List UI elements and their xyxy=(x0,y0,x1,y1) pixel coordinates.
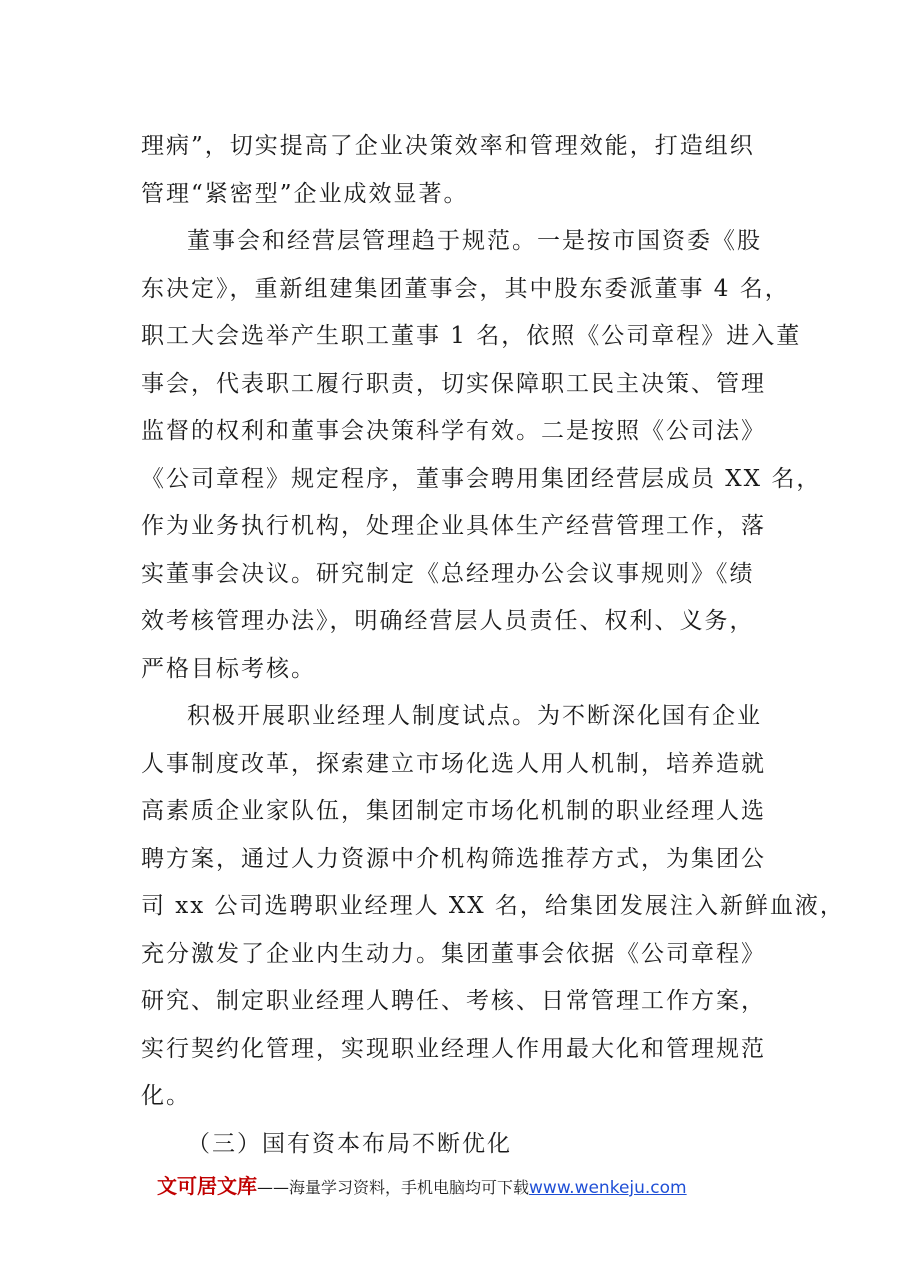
text-line: 实董事会决议。研究制定《总经理办公会议事规则》《绩 xyxy=(141,560,755,587)
text-line: 研究、制定职业经理人聘任、考核、日常管理工作方案， xyxy=(141,988,766,1014)
footer-brand: 文可居文库 xyxy=(157,1174,257,1198)
text-line: 人事制度改革，探索建立市场化选人用人机制，培养造就 xyxy=(141,750,766,777)
text-line: 管理“紧密型”企业成效显著。 xyxy=(141,180,469,207)
text-line: 积极开展职业经理人制度试点。为不断深化国有企业 xyxy=(187,703,762,729)
text-line: 严格目标考核。 xyxy=(141,655,316,682)
text-line: 实行契约化管理，实现职业经理人作用最大化和管理规范 xyxy=(141,1035,766,1062)
text-line: 聘方案，通过人力资源中介机构筛选推荐方式，为集团公 xyxy=(141,845,766,872)
text-line: 事会，代表职工履行职责，切实保障职工民主决策、管理 xyxy=(141,370,766,397)
text-line: 司 xx 公司选聘职业经理人 XX 名，给集团发展注入新鲜血液， xyxy=(141,893,845,919)
text-line: 充分激发了企业内生动力。集团董事会依据《公司章程》 xyxy=(141,940,766,967)
text-line: 东决定》，重新组建集团董事会，其中股东委派董事 4 名， xyxy=(141,275,790,302)
footer-tagline: 海量学习资料，手机电脑均可下载 xyxy=(289,1178,530,1197)
text-line: 效考核管理办法》，明确经营层人员责任、权利、义务， xyxy=(141,608,755,634)
document-body xyxy=(141,123,845,1168)
text-line: 职工大会选举产生职工董事 1 名，依照《公司章程》进入董 xyxy=(141,323,802,349)
footer-website-link[interactable]: www.wenkeju.com xyxy=(529,1178,687,1198)
text-line: 监督的权利和董事会决策科学有效。二是按照《公司法》 xyxy=(141,418,766,444)
text-line: 《公司章程》规定程序，董事会聘用集团经营层成员 XX 名， xyxy=(141,465,822,492)
text-line: 化。 xyxy=(141,1083,191,1109)
footer-banner xyxy=(157,1171,687,1203)
text-line: 高素质企业家队伍，集团制定市场化机制的职业经理人选 xyxy=(141,798,766,824)
text-line: 董事会和经营层管理趋于规范。一是按市国资委《股 xyxy=(187,228,762,254)
text-line: （三）国有资本布局不断优化 xyxy=(187,1130,512,1157)
text-line: 作为业务执行机构，处理企业具体生产经营管理工作，落 xyxy=(141,513,766,539)
text-line: 理病”，切实提高了企业决策效率和管理效能，打造组织 xyxy=(141,133,755,159)
footer-separator: —— xyxy=(257,1178,289,1197)
